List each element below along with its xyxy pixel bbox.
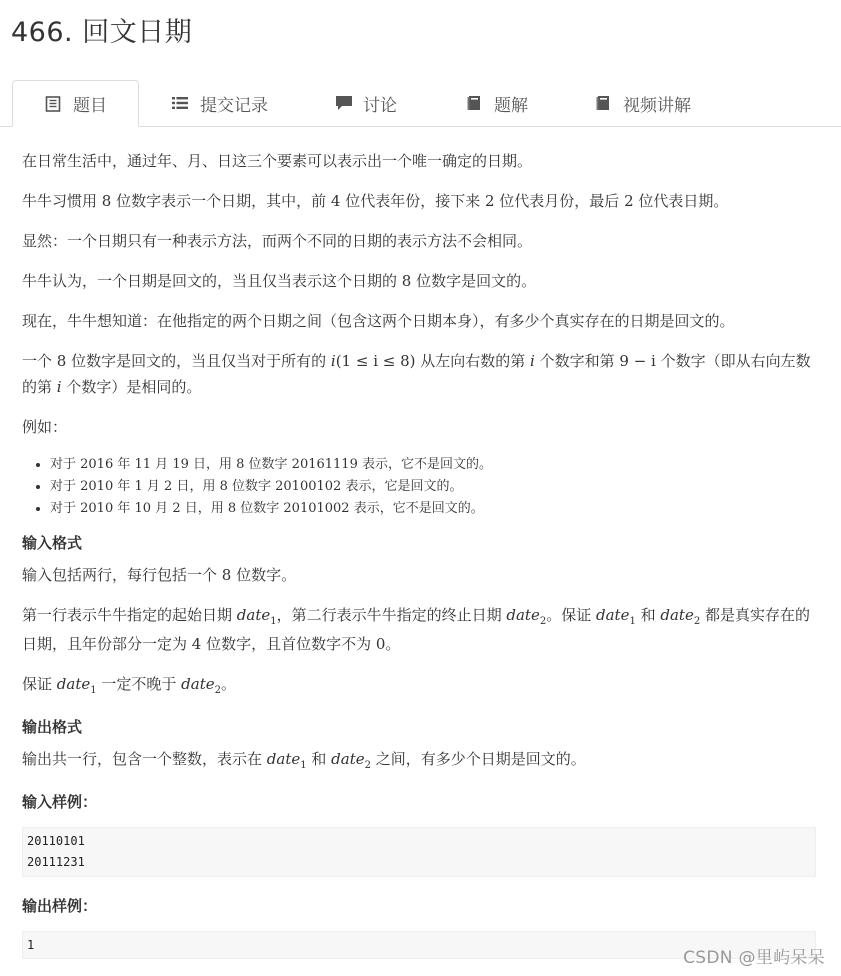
- example-list: [22, 454, 822, 520]
- tab-problem[interactable]: [12, 80, 139, 127]
- sample-input-code[interactable]: 20110101 20111231: [22, 827, 816, 877]
- paragraph: 牛牛认为，一个日期是回文的，当且仅当表示这个日期的 8 位数字是回文的。: [22, 272, 537, 290]
- sample-input-heading: 输入样例：: [22, 793, 98, 811]
- chat-bubble-icon: [335, 95, 351, 111]
- paragraph: 现在，牛牛想知道：在他指定的两个日期之间（包含这两个日期本身），有多少个真实存在的日期是回文的。: [22, 312, 735, 330]
- paragraph: 保证 date$_1$ 一定不晚于 date$_2$。: [22, 675, 236, 696]
- paragraph: 输出共一行，包含一个整数，表示在 date$_1$ 和 date$_2$ 之间，有多少个日期是回文的。: [22, 750, 586, 771]
- tab-video[interactable]: [595, 80, 691, 126]
- tab-discussion[interactable]: [335, 80, 397, 126]
- document-icon: [45, 96, 61, 112]
- tab-problem-label: 题目: [73, 96, 107, 116]
- paragraph: 显然：一个日期只有一种表示方法，而两个不同的日期的表示方法不会相同。: [22, 232, 533, 250]
- page-title: 466. 回文日期: [11, 17, 193, 48]
- paragraph: 第一行表示牛牛指定的起始日期 date$_1$，第二行表示牛牛指定的终止日期 date$_2$。保证 date$_1$ 和 date$_2$ 都是真实存在的日期，且年份部分一定为 4 位数字，且首位数字不为 0。: [22, 606, 810, 653]
- input-format-heading: 输入格式: [22, 534, 83, 552]
- paragraph: 一个 8 位数字是回文的，当且仅当对于所有的 i(1 ≤ i ≤ 8) 从左向右数的第 i 个数字和第 9 − i 个数字（即从右向左数的第 i 个数字）是相同的。: [22, 352, 811, 396]
- tab-submissions-label: 提交记录: [200, 95, 268, 116]
- paragraph: 输入包括两行，每行包括一个 8 位数字。: [22, 566, 297, 584]
- list-icon: [172, 95, 188, 111]
- sample-output-code[interactable]: 1: [22, 931, 816, 959]
- paragraph: 在日常生活中，通过年、月、日这三个要素可以表示出一个唯一确定的日期。: [22, 152, 533, 170]
- paragraph: 牛牛习惯用 8 位数字表示一个日期，其中，前 4 位代表年份，接下来 2 位代表月份，最后 2 位代表日期。: [22, 192, 729, 210]
- output-format-heading: 输出格式: [22, 718, 83, 736]
- tab-video-label: 视频讲解: [623, 95, 691, 116]
- list-item: • 对于 2010 年 1 月 2 日，用 8 位数字 20100102 表示，它是回文的。: [50, 476, 822, 498]
- paragraph: 例如：: [22, 418, 68, 436]
- sample-output-heading: 输出样例：: [22, 897, 98, 915]
- tab-submissions[interactable]: [172, 80, 268, 126]
- list-item: • 对于 2016 年 11 月 19 日，用 8 位数字 20161119 表示，它不是回文的。: [50, 454, 822, 476]
- tab-solutions[interactable]: [466, 80, 528, 126]
- book-icon: [466, 95, 482, 111]
- tab-bar: [0, 80, 841, 127]
- tab-solutions-label: 题解: [494, 95, 528, 116]
- tab-discussion-label: 讨论: [363, 95, 397, 116]
- book-icon: [595, 95, 611, 111]
- problem-content: [22, 148, 822, 959]
- watermark: CSDN @里屿呆呆: [683, 948, 825, 968]
- list-item: • 对于 2010 年 10 月 2 日，用 8 位数字 20101002 表示，它不是回文的。: [50, 498, 822, 520]
